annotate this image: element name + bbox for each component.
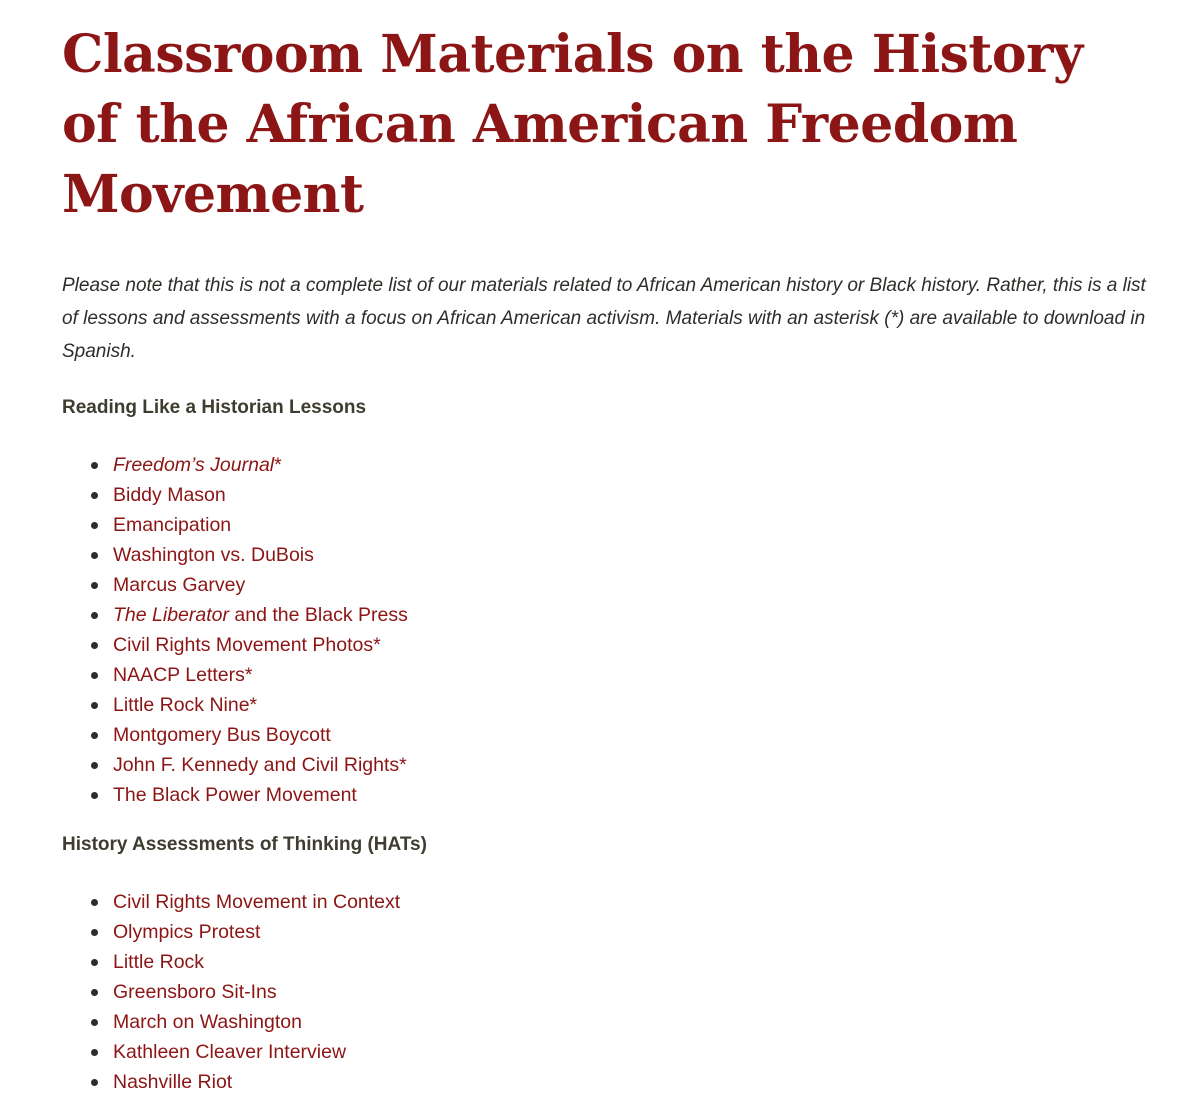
material-link-montgomery-bus-boycott[interactable]	[113, 724, 331, 746]
bullet-icon	[91, 462, 98, 469]
bullet-icon	[91, 989, 98, 996]
material-link-march-on-washington[interactable]	[113, 1011, 302, 1033]
bullet-icon	[91, 959, 98, 966]
list-item	[62, 1037, 1152, 1067]
bullet-icon	[91, 792, 98, 799]
bullet-icon	[91, 732, 98, 739]
material-link-biddy-mason[interactable]	[113, 484, 226, 506]
bullet-icon	[91, 899, 98, 906]
page-content	[62, 20, 1152, 1097]
list-item	[62, 660, 1152, 690]
material-title-text: Civil Rights Movement Photos*	[113, 634, 381, 656]
material-link-little-rock[interactable]	[113, 951, 204, 973]
list-item	[62, 450, 1152, 480]
assessment-list	[62, 887, 1152, 1097]
bullet-icon	[91, 552, 98, 559]
list-item	[62, 510, 1152, 540]
list-item	[62, 750, 1152, 780]
material-link-the-black-power-movement[interactable]	[113, 784, 357, 806]
list-item	[62, 1067, 1152, 1097]
material-link-washington-vs-dubois[interactable]	[113, 544, 314, 566]
material-title-text: The Black Power Movement	[113, 784, 357, 806]
material-title-text: and the Black Press	[228, 604, 408, 626]
material-link-little-rock-nine[interactable]	[113, 694, 257, 716]
material-title-text: Emancipation	[113, 514, 232, 536]
material-title-italic: The Liberator	[113, 604, 229, 626]
material-link-john-f-kennedy-and-civil-rights[interactable]	[113, 754, 407, 776]
bullet-icon	[91, 702, 98, 709]
material-title-text: Little Rock Nine*	[113, 694, 258, 716]
material-link-nashville-riot[interactable]	[113, 1071, 232, 1093]
list-item	[62, 917, 1152, 947]
material-link-marcus-garvey[interactable]	[113, 574, 245, 596]
section-heading-history-assessments: History Assessments of Thinking (HATs)	[62, 834, 427, 855]
material-title-text: Kathleen Cleaver Interview	[113, 1041, 347, 1063]
bullet-icon	[91, 582, 98, 589]
list-item	[62, 630, 1152, 660]
bullet-icon	[91, 642, 98, 649]
bullet-icon	[91, 672, 98, 679]
list-item	[62, 480, 1152, 510]
material-link-emancipation[interactable]	[113, 514, 231, 536]
list-item	[62, 690, 1152, 720]
list-item	[62, 1007, 1152, 1037]
bullet-icon	[91, 1049, 98, 1056]
section-heading-reading-like-a-historian: Reading Like a Historian Lessons	[62, 397, 367, 418]
bullet-icon	[91, 1019, 98, 1026]
material-title-italic: Freedom’s Journal	[113, 454, 275, 476]
intro-note: Please note that this is not a complete list of our materials related to African American history or Black history. Rather, this is a list of lessons and assessments with a focus on African American activism. Materials with an asterisk (*) are available to download in Spanish.	[62, 275, 1146, 362]
material-title-text: John F. Kennedy and Civil Rights*	[113, 754, 407, 776]
material-link-the-liberator-and-the-black-press[interactable]	[113, 604, 408, 626]
list-item	[62, 780, 1152, 810]
list-item	[62, 540, 1152, 570]
lesson-list	[62, 450, 1152, 810]
material-title-text: Biddy Mason	[113, 484, 226, 506]
list-item	[62, 947, 1152, 977]
material-title-text: Greensboro Sit-Ins	[113, 981, 277, 1003]
material-title-text: NAACP Letters*	[113, 664, 253, 686]
material-link-civil-rights-movement-photos[interactable]	[113, 634, 381, 656]
material-link-greensboro-sit-ins[interactable]	[113, 981, 277, 1003]
material-title-text: March on Washington	[113, 1011, 302, 1033]
bullet-icon	[91, 762, 98, 769]
list-item	[62, 600, 1152, 630]
bullet-icon	[91, 612, 98, 619]
material-title-text: Marcus Garvey	[113, 574, 246, 596]
material-link-civil-rights-movement-in-context[interactable]	[113, 891, 400, 913]
material-link-freedoms-journal[interactable]	[113, 454, 282, 476]
material-title-text: Nashville Riot	[113, 1071, 233, 1093]
material-link-naacp-letters[interactable]	[113, 664, 252, 686]
list-item	[62, 570, 1152, 600]
bullet-icon	[91, 1079, 98, 1086]
bullet-icon	[91, 929, 98, 936]
material-title-text: Washington vs. DuBois	[113, 544, 314, 566]
material-title-text: Olympics Protest	[113, 921, 261, 943]
material-link-kathleen-cleaver-interview[interactable]	[113, 1041, 346, 1063]
list-item	[62, 887, 1152, 917]
material-title-text: Montgomery Bus Boycott	[113, 724, 331, 746]
material-title-text: Little Rock	[113, 951, 205, 973]
page-title: Classroom Materials on the History of the African American Freedom Movement	[62, 24, 1083, 225]
list-item	[62, 977, 1152, 1007]
material-title-text: Civil Rights Movement in Context	[113, 891, 401, 913]
material-title-text: *	[274, 454, 282, 476]
list-item	[62, 720, 1152, 750]
material-link-olympics-protest[interactable]	[113, 921, 260, 943]
bullet-icon	[91, 522, 98, 529]
bullet-icon	[91, 492, 98, 499]
